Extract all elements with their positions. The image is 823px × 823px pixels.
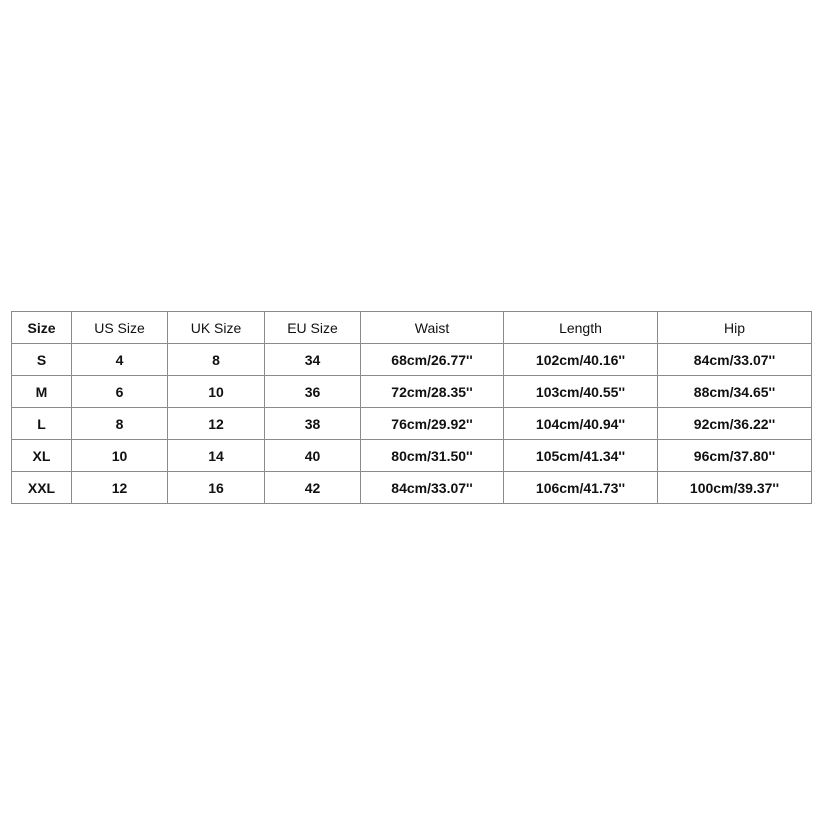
cell-hip: 92cm/36.22'' [658, 408, 812, 440]
cell-uk-size: 10 [168, 376, 265, 408]
cell-length: 103cm/40.55'' [504, 376, 658, 408]
cell-us-size: 4 [72, 344, 168, 376]
cell-hip: 88cm/34.65'' [658, 376, 812, 408]
cell-length: 106cm/41.73'' [504, 472, 658, 504]
cell-size: L [12, 408, 72, 440]
cell-uk-size: 16 [168, 472, 265, 504]
table-row [12, 376, 812, 408]
header-waist: Waist [361, 312, 504, 344]
cell-hip: 100cm/39.37'' [658, 472, 812, 504]
header-size: Size [12, 312, 72, 344]
cell-uk-size: 12 [168, 408, 265, 440]
table-row [12, 408, 812, 440]
cell-eu-size: 38 [265, 408, 361, 440]
cell-waist: 80cm/31.50'' [361, 440, 504, 472]
cell-waist: 68cm/26.77'' [361, 344, 504, 376]
cell-us-size: 12 [72, 472, 168, 504]
cell-us-size: 6 [72, 376, 168, 408]
header-eu-size: EU Size [265, 312, 361, 344]
cell-hip: 84cm/33.07'' [658, 344, 812, 376]
cell-size: XXL [12, 472, 72, 504]
table-row [12, 344, 812, 376]
cell-length: 104cm/40.94'' [504, 408, 658, 440]
header-hip: Hip [658, 312, 812, 344]
cell-size: M [12, 376, 72, 408]
cell-waist: 72cm/28.35'' [361, 376, 504, 408]
size-chart-table [11, 311, 812, 504]
cell-us-size: 10 [72, 440, 168, 472]
header-us-size: US Size [72, 312, 168, 344]
header-row [12, 312, 812, 344]
cell-hip: 96cm/37.80'' [658, 440, 812, 472]
cell-uk-size: 8 [168, 344, 265, 376]
table-row [12, 472, 812, 504]
table-row [12, 440, 812, 472]
cell-us-size: 8 [72, 408, 168, 440]
cell-waist: 76cm/29.92'' [361, 408, 504, 440]
cell-size: XL [12, 440, 72, 472]
cell-length: 105cm/41.34'' [504, 440, 658, 472]
cell-waist: 84cm/33.07'' [361, 472, 504, 504]
cell-uk-size: 14 [168, 440, 265, 472]
header-length: Length [504, 312, 658, 344]
header-uk-size: UK Size [168, 312, 265, 344]
cell-eu-size: 42 [265, 472, 361, 504]
cell-eu-size: 34 [265, 344, 361, 376]
cell-eu-size: 36 [265, 376, 361, 408]
cell-eu-size: 40 [265, 440, 361, 472]
cell-length: 102cm/40.16'' [504, 344, 658, 376]
cell-size: S [12, 344, 72, 376]
